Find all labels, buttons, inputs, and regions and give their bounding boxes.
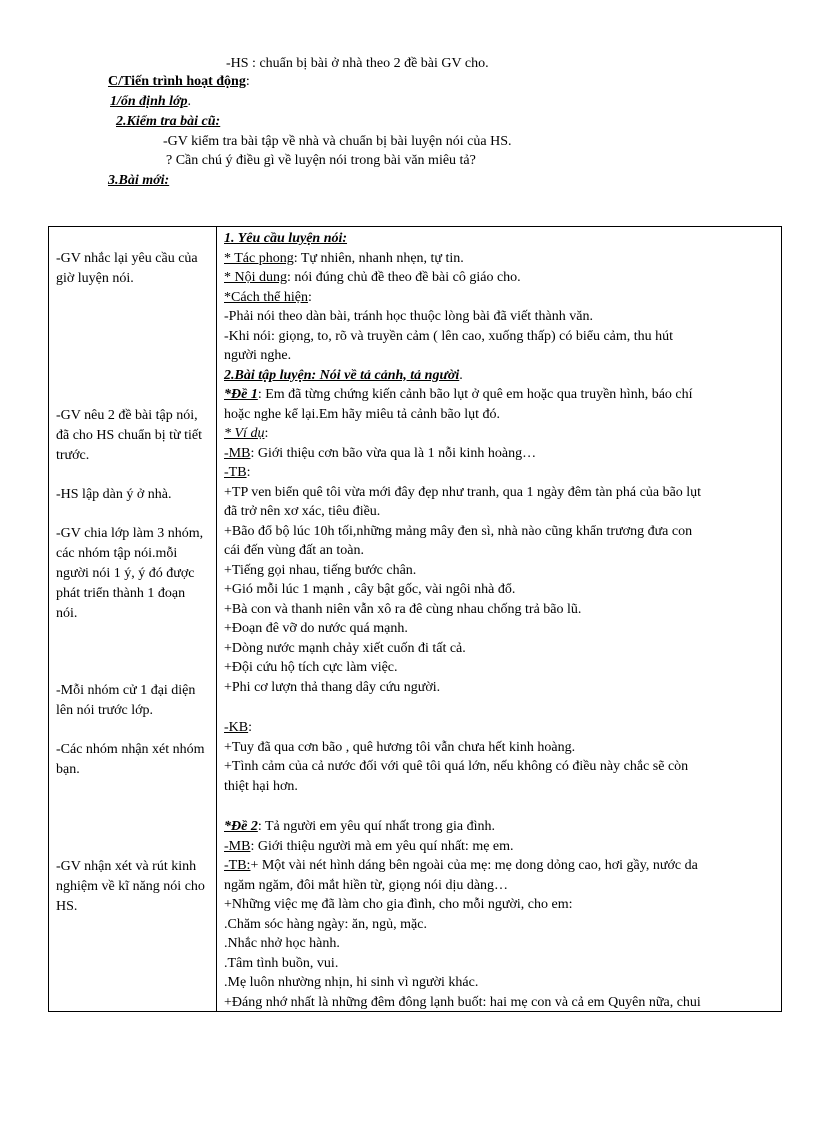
- tb2-item-2: +Những việc mẹ đã làm cho gia đình, cho mỗi người, cho em:: [224, 897, 573, 912]
- check-line-1: -GV kiểm tra bài tập về nhà và chuẩn bị bài luyện nói của HS.: [163, 134, 512, 149]
- section-c-colon: :: [245, 74, 250, 89]
- kb1-item-1: +Tuy đã qua cơn bão , quê hương tôi vẫn chưa hết kinh hoàng.: [224, 739, 576, 755]
- mb2-text: : Giới thiệu người mà em yêu quí nhất: mẹ em.: [250, 838, 514, 854]
- step1-period: .: [187, 94, 192, 109]
- noi-dung-label: * Nội dung: [224, 270, 287, 285]
- requirements-title: 1. Yêu cầu luyện nói:: [224, 231, 348, 246]
- tb2-item-3: .Chăm sóc hàng ngày: ăn, ngủ, mặc.: [224, 916, 427, 932]
- tb1-label: -TB: [224, 465, 247, 480]
- left-item-1: -GV nhắc lại yêu cầu của giờ luyện nói.: [56, 251, 198, 286]
- de1-text: : Em đã từng chứng kiến cảnh bão lụt ở quê em hoặc qua truyền hình, báo chí: [257, 387, 693, 402]
- mb2-label: -MB: [224, 838, 251, 854]
- section-c-title: C/Tiến trình hoạt động: [108, 74, 246, 89]
- step1-title: 1/ổn định lớp: [110, 94, 188, 109]
- tb1-item-7: +Dòng nước mạnh chảy xiết cuốn đi tất cả.: [224, 640, 466, 656]
- tb1-item-1a: +TP ven biển quê tôi vừa mới đây đẹp như tranh, qua 1 ngày đêm tàn phá của bão lụt: [224, 484, 702, 500]
- tb2-item-4: .Nhắc nhở học hành.: [224, 936, 340, 951]
- tb1-item-9: +Phi cơ lượn thả thang dây cứu người.: [224, 679, 441, 695]
- vidu-line: [224, 424, 268, 444]
- tb2-item-7: +Đáng nhớ nhất là những đêm đông lạnh buốt: hai mẹ con và cả em Quyên nữa, chui: [224, 994, 701, 1010]
- tb2-line: [224, 856, 698, 876]
- column-divider: [216, 227, 217, 1011]
- mb2-line: [224, 837, 514, 857]
- tb1-item-4: +Gió mỗi lúc 1 mạnh , cây bật gốc, vài ngôi nhà đổ.: [224, 582, 516, 597]
- left-item-6: -Các nhóm nhận xét nhóm bạn.: [56, 742, 205, 777]
- left-item-7: -GV nhận xét và rút kinh nghiệm về kĩ năng nói cho HS.: [56, 859, 205, 914]
- de2-label: *Đề 2: [224, 819, 258, 834]
- cach-item-2a: -Khi nói: giọng, to, rõ và truyền cảm ( lên cao, xuống thấp) có biểu cảm, thu hút: [224, 328, 674, 344]
- left-item-3: -HS lập dàn ý ở nhà.: [56, 487, 172, 502]
- exercise-title-line: [224, 366, 463, 386]
- left-item-2: -GV nêu 2 đề bài tập nói, đã cho HS chuẩn bị từ tiết trước.: [56, 408, 203, 463]
- tb1-item-3: +Tiếng gọi nhau, tiếng bước chân.: [224, 562, 417, 578]
- cach-label: *Cách thể hiện: [224, 289, 308, 305]
- de1-line: [224, 385, 693, 405]
- de2-line: [224, 817, 495, 837]
- cach-colon: :: [307, 289, 312, 305]
- kb1-item-2a: +Tình cảm của cả nước đối với quê tôi quá lớn, nếu không có điều này chắc sẽ còn: [224, 759, 689, 774]
- tac-phong-text: : Tự nhiên, nhanh nhẹn, tự tin.: [293, 250, 464, 266]
- tac-phong-label: * Tác phong: [224, 250, 294, 266]
- exercise-title: 2.Bài tập luyện: Nói về tả cảnh, tả người: [224, 367, 460, 383]
- tb2-item-6: .Mẹ luôn nhường nhịn, hi sinh vì người khác.: [224, 975, 479, 990]
- mb1-line: [224, 444, 536, 464]
- left-item-5: -Mỗi nhóm cử 1 đại diện lên nói trước lớp.: [56, 683, 196, 718]
- tb1-item-6: +Đoạn đê vỡ do nước quá mạnh.: [224, 621, 408, 636]
- tb2-item-5: .Tâm tình buồn, vui.: [224, 955, 339, 971]
- tb1-item-1b: đã trở nên xơ xác, tiêu điều.: [224, 504, 381, 519]
- vidu-colon: :: [264, 426, 269, 441]
- section-c-heading: [108, 73, 250, 90]
- step2-heading: 2.Kiểm tra bài cũ:: [116, 114, 221, 129]
- tb2-label: -TB:: [224, 858, 251, 873]
- check-line-2: ? Cần chú ý điều gì về luyện nói trong bài văn miêu tả?: [166, 153, 476, 168]
- tb1-line: [224, 463, 250, 483]
- noi-dung-line: [224, 268, 521, 288]
- exercise-title-period: .: [459, 367, 463, 383]
- mb1-label: -MB: [224, 445, 251, 461]
- mb1-text: : Giới thiệu cơn bão vừa qua là 1 nỗi kinh hoàng…: [250, 445, 537, 461]
- step1-heading: [110, 93, 191, 110]
- tb2-item-1b: ngăm ngăm, đôi mắt hiền từ, giọng nói dịu dàng…: [224, 877, 509, 893]
- de1-label: *Đề 1: [224, 387, 258, 402]
- cach-line: [224, 288, 312, 308]
- tb1-item-2a: +Bão đổ bộ lúc 10h tối,những mảng mây đen sì, nhà nào cũng khẩn trương đưa con: [224, 523, 693, 539]
- left-item-4: -GV chia lớp làm 3 nhóm, các nhóm tập nói.mỗi người nói 1 ý, ý đó được phát triển thành 1 đoạn nói.: [56, 526, 204, 621]
- cach-item-2b: người nghe.: [224, 348, 292, 363]
- cach-item-1: -Phải nói theo dàn bài, tránh học thuộc lòng bài đã viết thành văn.: [224, 309, 593, 324]
- lesson-table: [48, 226, 782, 1012]
- tb1-item-5: +Bà con và thanh niên vẫn xô ra đê cùng nhau chống trả bão lũ.: [224, 601, 582, 617]
- step3-heading: 3.Bài mới:: [108, 173, 170, 188]
- hs-preparation-line: -HS : chuẩn bị bài ở nhà theo 2 đề bài GV cho.: [226, 56, 489, 71]
- vidu-label: * Ví dụ: [224, 426, 265, 441]
- kb1-item-2b: thiệt hại hơn.: [224, 778, 298, 794]
- tb1-colon: :: [246, 465, 251, 480]
- kb1-label: -KB: [224, 720, 249, 735]
- kb1-colon: :: [248, 720, 253, 735]
- de1-line-2: hoặc nghe kể lại.Em hãy miêu tả cảnh bão lụt đó.: [224, 406, 501, 422]
- tb1-item-2b: cái đến vùng đất an toàn.: [224, 543, 364, 558]
- tac-phong-line: [224, 249, 464, 269]
- kb1-line: [224, 718, 252, 738]
- de2-text: : Tả người em yêu quí nhất trong gia đình.: [257, 819, 495, 834]
- tb2-item-1a: + Một vài nét hình dáng bên ngoài của mẹ: mẹ dong dỏng cao, hơi gầy, nước da: [250, 858, 698, 873]
- tb1-item-8: +Đội cứu hộ tích cực làm việc.: [224, 660, 398, 675]
- noi-dung-text: : nói đúng chủ đề theo đề bài cô giáo cho.: [287, 270, 521, 285]
